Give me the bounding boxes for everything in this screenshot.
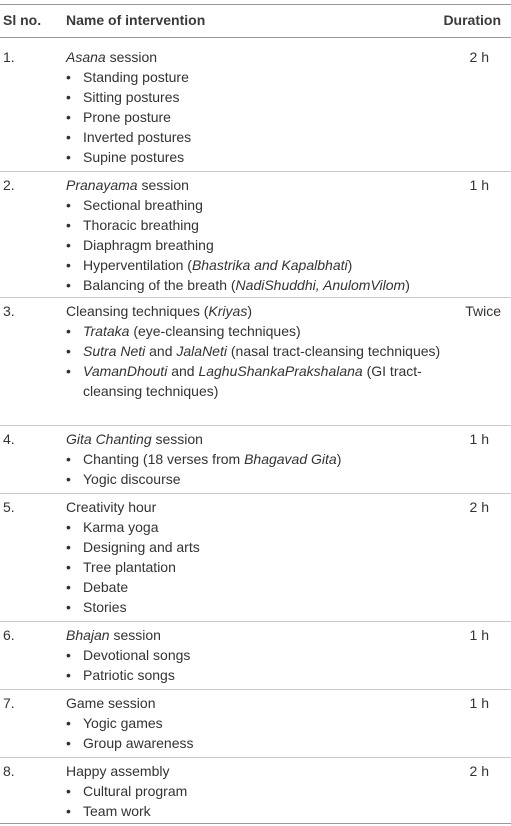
intervention-item: [66, 275, 446, 295]
intervention-title-run: Asana: [66, 49, 106, 65]
intervention-cell: [66, 625, 446, 685]
intervention-cell: [66, 301, 446, 401]
intervention-title-run: session: [151, 431, 203, 447]
intervention-item: [66, 645, 446, 665]
intervention-item: [66, 577, 446, 597]
intervention-item-run: Sectional breathing: [83, 197, 203, 213]
row-number: 3.: [3, 303, 15, 319]
intervention-item-list: [66, 645, 446, 685]
header-name-of-intervention: Name of intervention: [66, 12, 206, 28]
row-number: 4.: [3, 431, 15, 447]
intervention-item-run: Devotional songs: [83, 647, 191, 663]
table-header-rule: [0, 37, 511, 38]
intervention-title-run: session: [109, 627, 161, 643]
intervention-cell: [66, 47, 446, 167]
intervention-item: [66, 341, 446, 361]
row-divider: [0, 757, 511, 758]
intervention-title-run: Happy assembly: [66, 763, 170, 779]
intervention-item-run: Stories: [83, 599, 127, 615]
intervention-item-run: (nasal tract-cleansing techniques): [226, 343, 441, 359]
intervention-item: [66, 107, 446, 127]
intervention-item-run: (eye-cleansing techniques): [129, 323, 301, 339]
intervention-item-run: LaghuShankaPrakshalana: [198, 363, 363, 379]
intervention-title-run: ): [247, 303, 252, 319]
row-duration: 2 h: [469, 499, 489, 515]
intervention-item: [66, 537, 446, 557]
row-number: 2.: [3, 177, 15, 193]
intervention-item-run: Diaphragm breathing: [83, 237, 214, 253]
intervention-item-run: Patriotic songs: [83, 667, 175, 683]
intervention-item: [66, 361, 446, 401]
intervention-item-run: (GI tract-cleansing techniques): [83, 363, 422, 399]
intervention-item: [66, 127, 446, 147]
intervention-item: [66, 449, 446, 469]
intervention-item: [66, 67, 446, 87]
intervention-cell: [66, 429, 446, 489]
intervention-item-list: [66, 713, 446, 753]
intervention-item-run: Balancing of the breath (: [83, 277, 236, 293]
intervention-item: [66, 665, 446, 685]
intervention-item-run: Bhagavad Gita: [244, 451, 337, 467]
intervention-title: [66, 497, 446, 517]
row-divider: [0, 621, 511, 622]
intervention-item: [66, 781, 446, 801]
row-number: 5.: [3, 499, 15, 515]
intervention-item-run: Debate: [83, 579, 129, 595]
intervention-item: [66, 557, 446, 577]
intervention-item: [66, 469, 446, 489]
intervention-item-run: Hyperventilation (: [83, 257, 192, 273]
intervention-item-run: Supine postures: [83, 149, 185, 165]
intervention-item: [66, 195, 446, 215]
intervention-item-run: ): [347, 257, 353, 273]
row-duration: Twice: [465, 303, 501, 319]
row-number: 7.: [3, 695, 15, 711]
row-divider: [0, 171, 511, 172]
intervention-item: [66, 733, 446, 753]
intervention-item-list: [66, 517, 446, 617]
intervention-item-run: Team work: [83, 803, 151, 819]
row-number: 8.: [3, 763, 15, 779]
intervention-title: [66, 301, 446, 321]
intervention-item-run: and: [145, 343, 177, 359]
intervention-item: [66, 321, 446, 341]
row-duration: 2 h: [469, 49, 489, 65]
row-duration: 1 h: [469, 695, 489, 711]
intervention-item-run: Inverted postures: [83, 129, 192, 145]
intervention-item-run: ): [336, 451, 342, 467]
intervention-item-run: Prone posture: [83, 109, 171, 125]
intervention-item-list: [66, 321, 446, 401]
intervention-cell: [66, 693, 446, 753]
intervention-title-run: Pranayama: [66, 177, 138, 193]
intervention-item-run: Yogic discourse: [83, 471, 181, 487]
intervention-title: [66, 625, 446, 645]
intervention-item: [66, 801, 446, 821]
intervention-item-run: Sutra Neti: [83, 343, 146, 359]
intervention-item-run: Trataka: [83, 323, 130, 339]
intervention-title-run: Creativity hour: [66, 499, 157, 515]
intervention-cell: [66, 761, 446, 821]
intervention-item: [66, 235, 446, 255]
intervention-title: [66, 47, 446, 67]
intervention-item: [66, 87, 446, 107]
intervention-cell: [66, 175, 446, 295]
intervention-item-run: Designing and arts: [83, 539, 200, 555]
row-divider: [0, 493, 511, 494]
row-duration: 1 h: [469, 431, 489, 447]
intervention-item-run: NadiShuddhi, AnulomVilom: [235, 277, 406, 293]
intervention-item-run: Chanting (18 verses from: [83, 451, 245, 467]
intervention-item-run: Bhastrika and Kapalbhati: [191, 257, 348, 273]
intervention-item-run: VamanDhouti: [83, 363, 168, 379]
intervention-title-run: Bhajan: [66, 627, 110, 643]
intervention-item-run: Group awareness: [83, 735, 194, 751]
table-header: [0, 5, 511, 37]
intervention-item: [66, 215, 446, 235]
intervention-title: [66, 175, 446, 195]
intervention-item: [66, 255, 446, 275]
intervention-item-run: Cultural program: [83, 783, 188, 799]
intervention-title-run: Cleansing techniques (: [66, 303, 209, 319]
table-bottom-rule: [0, 823, 511, 824]
intervention-item-list: [66, 67, 446, 167]
row-divider: [0, 689, 511, 690]
intervention-item-run: and: [167, 363, 199, 379]
intervention-item-list: [66, 449, 446, 489]
intervention-title: [66, 693, 446, 713]
intervention-item-run: JalaNeti: [176, 343, 227, 359]
intervention-item: [66, 713, 446, 733]
intervention-item-run: ): [405, 277, 410, 293]
intervention-item-run: Tree plantation: [83, 559, 176, 575]
intervention-item: [66, 597, 446, 617]
row-divider: [0, 297, 511, 298]
row-number: 1.: [3, 49, 15, 65]
intervention-cell: [66, 497, 446, 617]
intervention-item-run: Standing posture: [83, 69, 189, 85]
intervention-title-run: session: [137, 177, 189, 193]
intervention-title-run: Kriyas: [208, 303, 248, 319]
intervention-title: [66, 429, 446, 449]
row-duration: 2 h: [469, 763, 489, 779]
intervention-title-run: Gita Chanting: [66, 431, 152, 447]
intervention-item-list: [66, 195, 446, 295]
intervention-title-run: session: [105, 49, 158, 65]
intervention-item-run: Karma yoga: [83, 519, 159, 535]
intervention-item-run: Sitting postures: [83, 89, 180, 105]
row-number: 6.: [3, 627, 15, 643]
intervention-item-run: Yogic games: [83, 715, 163, 731]
header-duration: Duration: [443, 12, 501, 28]
intervention-item: [66, 147, 446, 167]
intervention-item: [66, 517, 446, 537]
row-duration: 1 h: [469, 177, 489, 193]
intervention-title: [66, 761, 446, 781]
intervention-item-run: Thoracic breathing: [83, 217, 199, 233]
header-sl-no: Sl no.: [3, 12, 42, 28]
row-divider: [0, 425, 511, 426]
intervention-item-list: [66, 781, 446, 821]
row-duration: 1 h: [469, 627, 489, 643]
intervention-title-run: Game session: [66, 695, 156, 711]
